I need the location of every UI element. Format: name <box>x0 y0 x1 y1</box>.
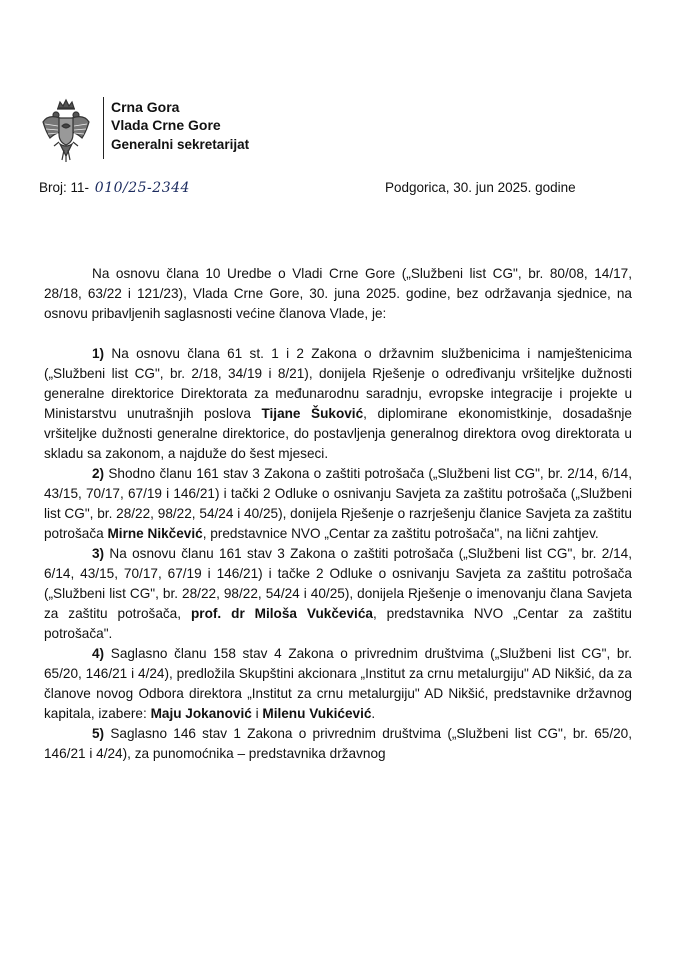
item-text: , predstavnice NVO „Centar za zaštitu potrošača", na lični zahtjev. <box>202 526 599 541</box>
coat-of-arms-icon <box>40 98 92 164</box>
item-number: 5) <box>92 726 105 741</box>
intro-paragraph: Na osnovu člana 10 Uredbe o Vladi Crne Gore („Službeni list CG", br. 80/08, 14/17, 28/18, 63/22 i 121/23), Vlada Crne Gore, 30. juna 2025. godine, bez održavanja sjednice, na osnovu pribavljenih saglasnosti većine članova Vlade, je: <box>44 266 632 321</box>
item-number: 2) <box>92 466 105 481</box>
item-text: , diplomirane ekonomistkinje, dosadašnje vršiteljke dužnosti generalne direktorice, do postavljenja generalnog direktora ovog direktorata u skladu sa zakonom, a najduže do šest mjeseci. <box>44 406 632 461</box>
dateline: Podgorica, 30. jun 2025. godine <box>385 180 576 195</box>
header-secretariat: Generalni sekretarijat <box>111 137 250 152</box>
item-2 <box>44 464 632 544</box>
item-bold-name: prof. dr Miloša Vukčevića <box>190 606 373 621</box>
item-text: Saglasno članu 158 stav 4 Zakona o privrednim društvima („Službeni list CG", br. 65/20, 146/21 i 4/24), predložila Skupštini akcionara „Institut za crnu metalurgiju" AD Nikšić, da za članove novog Odbora direktora „Institut za crnu metalurgiju" AD Nikšić, predstavnike državnog kapitala, izabere: <box>44 646 633 721</box>
header-government: Vlada Crne Gore <box>111 117 221 133</box>
item-4 <box>44 644 632 724</box>
item-number: 3) <box>92 546 105 561</box>
item-text: Na osnovu članu 161 stav 3 Zakona o zaštiti potrošača („Službeni list CG", br. 2/14, 6/14, 43/15, 70/17, 67/19 i 146/21) i tačke 2 Odluke o osnivanju Savjeta za zaštitu potrošača („Službeni list CG", br. 28/22, 98/22, 54/24 i 40/25), donijela Rješenje o imenovanju člana Savjeta za zaštitu potrošača, <box>44 546 632 621</box>
item-bold-name: Mirne Nikčević <box>107 526 203 541</box>
item-5 <box>44 724 632 764</box>
item-number: 1) <box>92 346 105 361</box>
item-bold-name-2: Milenu Vukićević <box>262 706 372 721</box>
item-1 <box>44 344 632 464</box>
item-number: 4) <box>92 646 105 661</box>
item-3 <box>44 544 632 644</box>
item-text: Na osnovu člana 61 st. 1 i 2 Zakona o državnim službenicima i namještenicima („Službeni list CG", br. 2/18, 34/19 i 8/21), donijela Rješenje o određivanju vršiteljke dužnosti generalne direktorice Direktorata za međunarodnu saradnju, evropske integracije i projekte u Ministarstvu unutrašnjih poslova <box>44 346 632 421</box>
item-text: . <box>371 706 376 721</box>
item-bold-name: Maju Jokanović <box>150 706 252 721</box>
item-text: Saglasno 146 stav 1 Zakona o privrednim društvima („Službeni list CG", br. 65/20, 146/21 i 4/24), za punomoćnika – predstavnika državnog <box>44 726 633 761</box>
item-text: , predstavnika NVO „Centar za zaštitu potrošača". <box>44 606 632 641</box>
item-text: i <box>251 706 263 721</box>
header-country: Crna Gora <box>111 99 180 115</box>
handwritten-reference: 010/25-2344 <box>94 180 190 196</box>
reference-number <box>39 180 190 196</box>
item-text: Shodno članu 161 stav 3 Zakona o zaštiti potrošača („Službeni list CG", br. 2/14, 6/14, 43/15, 70/17, 67/19 i 146/21) i tački 2 Odluke o osnivanju Savjeta za zaštitu potrošača („Službeni list CG", br. 28/22, 98/22, 54/24 i 40/25), donijela Rješenje o razrješenju članice Savjeta za zaštitu potrošača <box>44 466 632 541</box>
document-body <box>44 264 632 764</box>
header-divider <box>103 97 104 159</box>
reference-label: Broj: 11- <box>39 180 90 195</box>
item-bold-name: Tijane Šuković <box>261 406 364 421</box>
